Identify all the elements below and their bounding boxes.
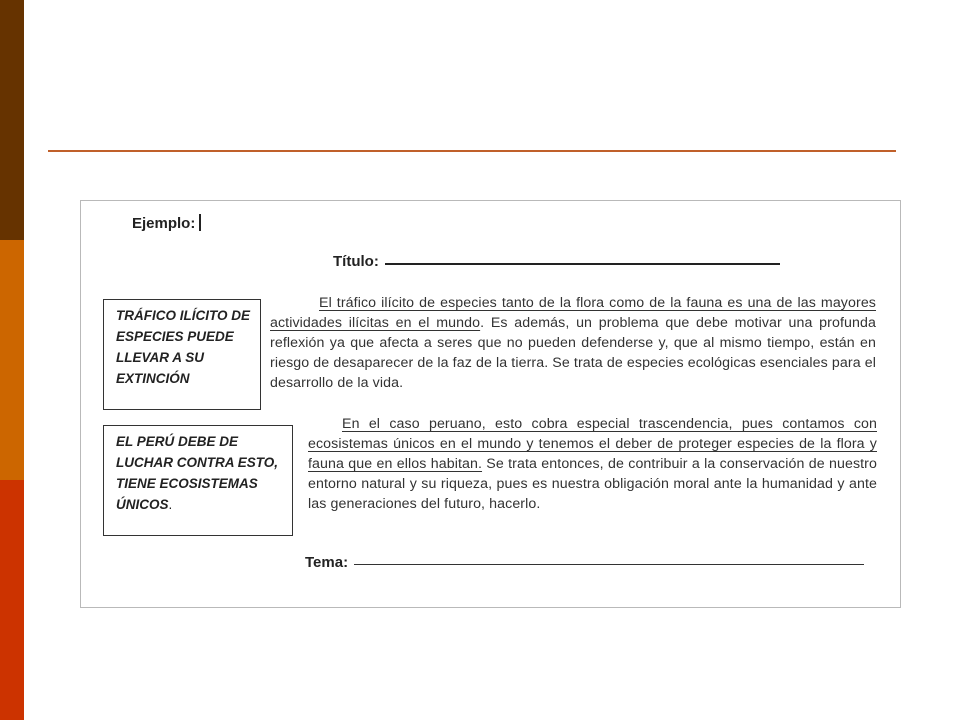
callout-box-trafico xyxy=(103,299,261,410)
paragraph-trafico xyxy=(270,293,876,393)
paragraph-underlined-text: El tráfico ilícito de especies tanto de la flora como de la fauna es una de las mayores actividades ilícitas en el mundo xyxy=(270,295,876,331)
paragraph-peru xyxy=(308,414,877,514)
tema-line xyxy=(305,554,864,571)
ejemplo-label: Ejemplo: xyxy=(132,215,196,232)
titulo-line xyxy=(333,253,780,270)
callout-text: TRÁFICO ILÍCITO DE ESPECIES PUEDE LLEVAR A SU EXTINCIÓN xyxy=(116,308,250,386)
accent-bar-bottom xyxy=(0,480,24,720)
callout-box-peru xyxy=(103,425,293,536)
tema-label: Tema: xyxy=(305,554,349,571)
callout-text: EL PERÚ DEBE DE LUCHAR CONTRA ESTO, TIENE ECOSISTEMAS ÚNICOS xyxy=(116,434,278,512)
titulo-label: Título: xyxy=(333,253,379,270)
callout-tail: . xyxy=(168,497,173,512)
paragraph-body-text: . Es además, un problema que debe motivar una profunda reflexión ya que afecta a seres que no pueden defenderse y, que al mismo tiempo, están en riesgo de desaparecer de la faz de la tierra. Se trata de especies ecológicas esenciales para el desarrollo de la vida. xyxy=(270,315,876,391)
document-image xyxy=(80,200,901,608)
paragraph-underlined-text: En el caso peruano, esto cobra especial trascendencia, pues contamos con ecosistemas únicos en el mundo y tenemos el deber de proteger especies de la flora y fauna que en ellos habitan. xyxy=(308,416,877,472)
titulo-blank xyxy=(385,262,780,265)
title-divider xyxy=(48,150,896,152)
accent-bar-middle xyxy=(0,240,24,480)
tema-blank xyxy=(354,563,864,565)
paragraph-body-text: Se trata entonces, de contribuir a la conservación de nuestro entorno natural y su riqueza, pues es nuestra obligación moral ante la humanidad y ante las generaciones del futuro, hacerlo. xyxy=(308,456,877,512)
ejemplo-heading xyxy=(132,214,201,232)
accent-bar-top xyxy=(0,0,24,240)
text-cursor-icon xyxy=(199,214,201,231)
